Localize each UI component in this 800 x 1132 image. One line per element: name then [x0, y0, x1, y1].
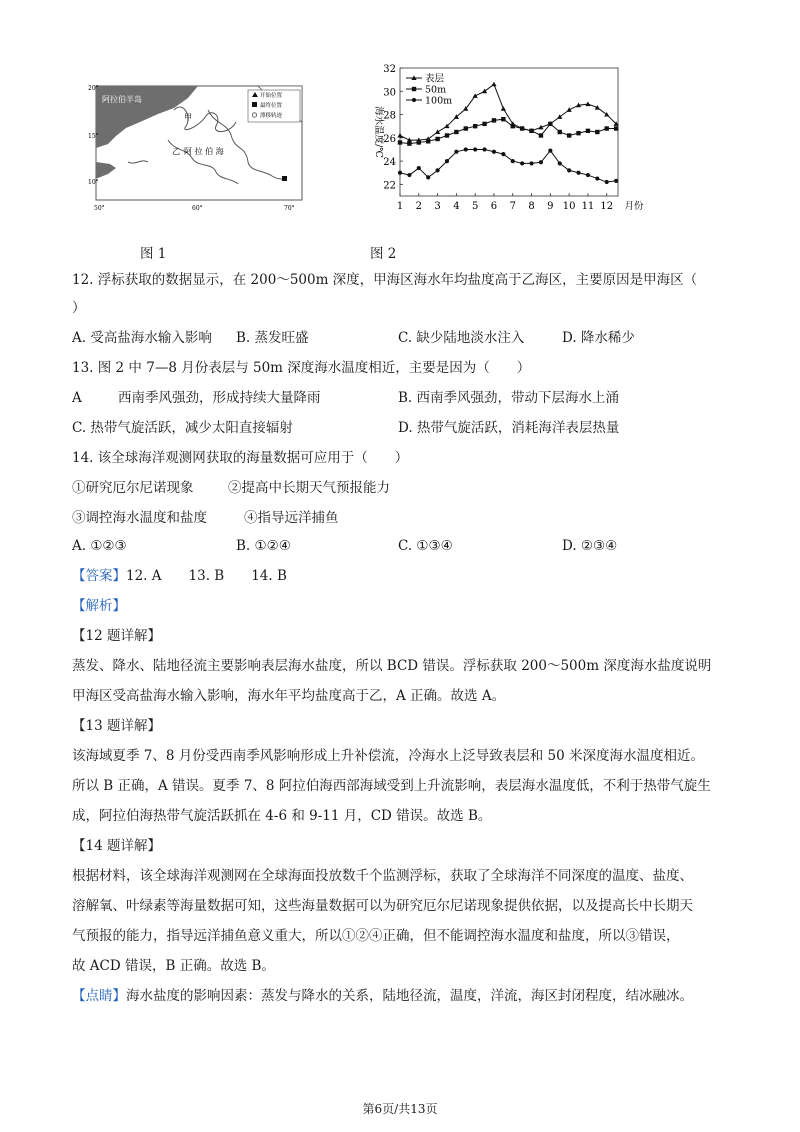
x-tick-label: 12: [600, 201, 614, 212]
d14-line: 溶解氧、叶绿素等海量数据可知，这些海量数据可以为研究厄尔尼诺现象提供依据，以及提高长中长期天: [72, 898, 693, 914]
lat-label: 10°: [88, 179, 99, 186]
data-point-100m: [501, 152, 505, 156]
data-point-100m: [614, 179, 618, 183]
y-tick-label: 22: [383, 180, 396, 192]
q14-option-a: A. ①②③: [72, 538, 127, 554]
legend-label-100m: 100m: [425, 95, 453, 107]
q12-option-b: B. 蒸发旺盛: [236, 330, 309, 346]
y-tick-label: 32: [383, 64, 396, 75]
y-tick-label: 26: [383, 133, 396, 145]
x-axis-label: 月份: [624, 201, 644, 212]
legend-start: 开始位置: [260, 93, 283, 99]
data-point-表层: [397, 133, 402, 138]
jia-label: 甲: [184, 113, 192, 122]
data-point-50m: [595, 130, 599, 134]
d12-title: 【12 题详解】: [72, 628, 161, 644]
figure-1-map: [88, 82, 310, 212]
data-point-表层: [491, 82, 496, 87]
data-point-100m: [482, 147, 486, 151]
data-point-100m: [492, 150, 496, 154]
answer-line: [72, 566, 287, 586]
x-tick-label: 8: [528, 201, 535, 212]
data-point-100m: [464, 147, 468, 151]
q13-option-c: C. 热带气旋活跃，减少太阳直接辐射: [72, 420, 293, 436]
x-tick-label: 11: [581, 201, 595, 212]
lat-label: 20°: [88, 85, 99, 92]
data-point-50m: [605, 126, 609, 130]
data-point-50m: [417, 140, 421, 144]
d13-line: 成，阿拉伯海热带气旋活跃抓在 4-6 和 9-11 月，CD 错误。故选 B。: [72, 808, 492, 824]
q13-option-a: 西南季风强劲，形成持续大量降雨: [118, 390, 321, 406]
data-point-50m: [548, 122, 552, 126]
series-line-50m: [400, 119, 616, 143]
q12-option-d: D. 降水稀少: [562, 330, 635, 346]
page-footer: 第6页/共13页: [362, 1102, 438, 1116]
d13-line: 该海域夏季 7、8 月份受西南季风影响形成上升补偿流，冷海水上泛导致表层和 50 米深度海水温度相近。: [72, 748, 705, 764]
tip-text: 海水盐度的影响因素：蒸发与降水的关系，陆地径流，温度，洋流，海区封闭程度，结冰融冰。: [126, 988, 693, 1004]
answer-tag: 【答案】: [72, 568, 126, 584]
answer-text: 12. A 13. B 14. B: [126, 568, 287, 584]
data-point-50m: [501, 117, 505, 121]
x-tick-label: 1: [396, 201, 404, 212]
x-tick-label: 3: [434, 201, 441, 212]
d14-line: 气预报的能力，指导远洋捕鱼意义重大，所以①②④正确，但不能调控海水温度和盐度，所以③错误，: [72, 928, 680, 944]
data-point-50m: [614, 126, 618, 130]
data-point-100m: [605, 180, 609, 184]
q13-option-d: D. 热带气旋活跃，消耗海洋表层热量: [398, 420, 620, 436]
q14-option-c: C. ①③④: [398, 538, 453, 554]
x-tick-label: 9: [547, 201, 554, 212]
d13-title: 【13 题详解】: [72, 718, 161, 734]
data-point-50m: [558, 130, 562, 134]
legend-marker-50m: [412, 87, 416, 91]
d12-line: 甲海区受高盐海水输入影响，海水年平均盐度高于乙，A 正确。故选 A。: [72, 688, 506, 704]
x-tick-label: 4: [453, 201, 460, 212]
d14-line: 根据材料，该全球海洋观测网在全球海面投放数千个监测浮标，获取了全球海洋不同深度的温度、盐度、: [72, 868, 693, 884]
lon-label: 60°: [192, 205, 203, 212]
y-tick-label: 24: [383, 157, 396, 169]
temperature-chart-svg: [368, 62, 648, 214]
data-point-100m: [417, 166, 421, 170]
data-point-100m: [445, 159, 449, 163]
q12-stem-cont: ）: [72, 300, 86, 316]
series-line-100m: [400, 149, 616, 182]
q14-statement-2: ②提高中长期天气预报能力: [228, 480, 390, 496]
data-point-100m: [576, 171, 580, 175]
figure-2-caption: 图 2: [370, 246, 397, 262]
data-point-50m: [426, 139, 430, 143]
data-point-50m: [454, 130, 458, 134]
data-point-50m: [445, 133, 449, 137]
x-tick-label: 7: [509, 201, 516, 212]
data-point-50m: [529, 129, 533, 133]
data-point-100m: [567, 168, 571, 172]
data-point-50m: [473, 124, 477, 128]
data-point-100m: [398, 171, 402, 175]
yi-label: 乙: [172, 147, 180, 156]
data-point-50m: [576, 131, 580, 135]
data-point-表层: [435, 129, 440, 134]
tip-line: [72, 986, 693, 1006]
data-point-表层: [585, 101, 590, 106]
data-point-表层: [567, 107, 572, 112]
x-tick-label: 2: [415, 201, 422, 212]
data-point-50m: [464, 126, 468, 130]
x-tick-label: 6: [490, 201, 498, 212]
data-point-50m: [492, 118, 496, 122]
figure-2-chart: [368, 62, 648, 214]
q12-option-c: C. 缺少陆地淡水注入: [398, 330, 525, 346]
data-point-100m: [473, 147, 477, 151]
q13-option-b: B. 西南季风强劲，带动下层海水上涌: [398, 390, 620, 406]
q13-stem: 13. 图 2 中 7—8 月份表层与 50m 深度海水温度相近，主要是因为（ ）: [72, 360, 531, 376]
legend-end: 最终位置: [260, 103, 283, 109]
legend-track: 漂移轨迹: [260, 113, 283, 119]
data-point-100m: [558, 161, 562, 165]
legend-label-50m: 50m: [425, 84, 447, 96]
data-point-50m: [482, 122, 486, 126]
q14-stem: 14. 该全球海洋观测网获取的海量数据可应用于（ ）: [72, 450, 409, 466]
data-point-100m: [548, 149, 552, 153]
q14-statement-1: ①研究厄尔尼诺现象: [72, 480, 194, 496]
data-point-50m: [520, 126, 524, 130]
peninsula-label: 阿拉伯半岛: [102, 95, 142, 104]
y-tick-label: 30: [383, 87, 396, 99]
y-tick-label: 28: [383, 110, 396, 122]
data-point-100m: [435, 168, 439, 172]
data-point-表层: [473, 93, 478, 98]
lon-label: 70°: [284, 205, 295, 212]
end-position-icon: [252, 102, 257, 107]
x-tick-label: 10: [562, 201, 576, 212]
data-point-100m: [529, 161, 533, 165]
data-point-50m: [435, 137, 439, 141]
data-point-100m: [539, 160, 543, 164]
figure-1-caption: 图 1: [140, 246, 167, 262]
d14-title: 【14 题详解】: [72, 838, 161, 854]
q12-option-a: A. 受高盐海水输入影响: [72, 330, 212, 346]
x-tick-label: 5: [471, 201, 479, 212]
q13-option-a-letter: A: [72, 390, 82, 406]
d14-line: 故 ACD 错误，B 正确。故选 B。: [72, 958, 275, 974]
data-point-表层: [501, 106, 506, 111]
data-point-50m: [407, 141, 411, 145]
legend-label-表层: 表层: [425, 73, 445, 85]
q14-option-b: B. ①②④: [236, 538, 291, 554]
d13-line: 所以 B 正确，A 错误。夏季 7、8 阿拉伯海西部海域受到上升流影响，表层海水温度低，不利于热带气旋生: [72, 778, 711, 794]
sea-label: 阿 拉 伯 海: [184, 147, 224, 156]
data-point-50m: [567, 133, 571, 137]
data-point-50m: [586, 129, 590, 133]
data-point-100m: [426, 175, 430, 179]
legend-marker-100m: [412, 98, 416, 102]
y-axis-label: 海水温度/℃: [373, 106, 384, 158]
q14-statement-4: ④指导远洋捕鱼: [244, 510, 339, 526]
data-point-100m: [520, 161, 524, 165]
map-svg: [88, 82, 310, 212]
data-point-50m: [511, 124, 515, 128]
q14-option-d: D. ②③④: [562, 538, 618, 554]
q14-statement-3: ③调控海水温度和盐度: [72, 510, 207, 526]
lat-label: 15°: [88, 133, 99, 140]
data-point-100m: [454, 150, 458, 154]
data-point-100m: [511, 159, 515, 163]
d12-line: 蒸发、降水、陆地径流主要影响表层海水盐度，所以 BCD 错误。浮标获取 200～500m 深度海水盐度说明: [72, 658, 712, 674]
data-point-50m: [539, 133, 543, 137]
end-position-marker: [282, 176, 287, 181]
data-point-50m: [398, 140, 402, 144]
q12-stem: 12. 浮标获取的数据显示，在 200～500m 深度，甲海区海水年均盐度高于乙海区，主要原因是甲海区（: [72, 272, 698, 288]
tip-tag: 【点睛】: [72, 988, 126, 1004]
lon-label: 50°: [94, 205, 105, 212]
data-point-100m: [407, 173, 411, 177]
analysis-tag: 【解析】: [72, 598, 126, 614]
data-point-100m: [586, 173, 590, 177]
data-point-100m: [595, 176, 599, 180]
